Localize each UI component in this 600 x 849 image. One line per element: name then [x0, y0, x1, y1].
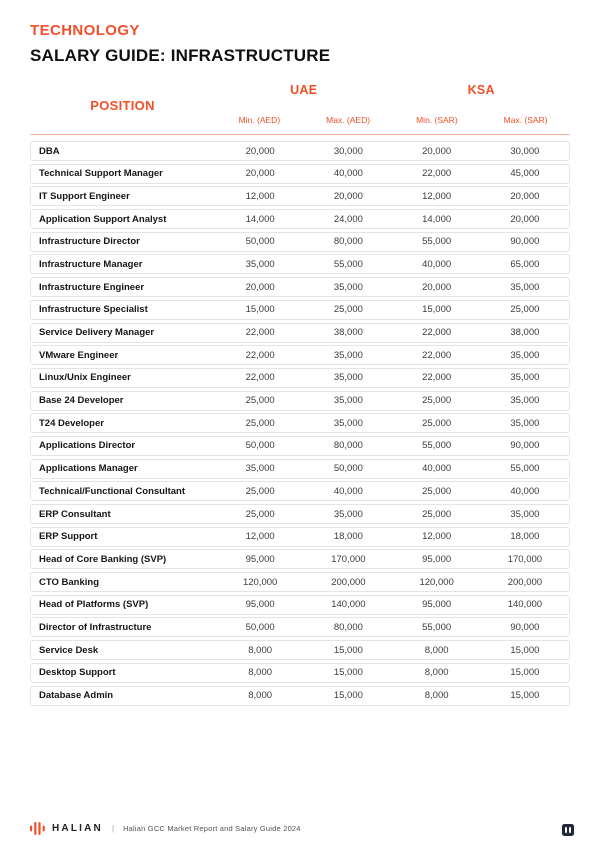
position-cell: Head of Platforms (SVP) [39, 599, 149, 611]
position-cell: Base 24 Developer [39, 395, 124, 407]
salary-cell: 120,000 [419, 576, 454, 588]
salary-cell: 30,000 [333, 145, 363, 157]
salary-cell: 14,000 [422, 213, 452, 225]
salary-cell: 22,000 [245, 372, 275, 384]
salary-cell: 55,000 [510, 463, 540, 475]
salary-cell: 15,000 [333, 690, 363, 701]
salary-cell: 35,000 [510, 417, 540, 429]
salary-cell: 35,000 [333, 349, 363, 361]
salary-cell: 45,000 [510, 168, 540, 180]
salary-cell: 40,000 [510, 485, 540, 497]
table-row [30, 595, 570, 615]
table-row [30, 164, 570, 184]
table-row [30, 209, 570, 229]
salary-cell: 15,000 [510, 667, 540, 679]
salary-cell: 25,000 [245, 417, 275, 429]
column-header-min-aed: Min. (AED) [238, 115, 281, 125]
table-row [30, 436, 570, 456]
brand-name: HALIAN [52, 823, 103, 834]
salary-cell: 40,000 [333, 168, 363, 180]
salary-cell: 25,000 [422, 395, 452, 407]
salary-cell: 20,000 [422, 145, 452, 157]
salary-cell: 35,000 [510, 508, 540, 520]
footer-separator: | [111, 824, 115, 833]
position-cell: Infrastructure Director [39, 236, 140, 248]
salary-cell: 25,000 [422, 485, 452, 497]
salary-cell: 35,000 [333, 281, 363, 293]
salary-cell: 50,000 [333, 463, 363, 475]
salary-cell: 200,000 [507, 576, 543, 588]
salary-cell: 15,000 [510, 644, 540, 656]
position-cell: Technical/Functional Consultant [39, 485, 186, 497]
salary-cell: 15,000 [333, 667, 363, 679]
position-cell: Linux/Unix Engineer [39, 372, 131, 384]
column-header-max-aed: Max. (AED) [326, 115, 371, 125]
salary-cell: 25,000 [245, 485, 275, 497]
halian-logo-icon [30, 822, 45, 835]
table-row [30, 663, 570, 683]
table-row [30, 186, 570, 206]
salary-cell: 95,000 [422, 599, 452, 611]
table-header [30, 78, 570, 135]
position-cell: Applications Manager [39, 463, 138, 475]
salary-cell: 20,000 [245, 281, 275, 293]
column-header-min-sar: Min. (SAR) [416, 115, 458, 125]
salary-cell: 35,000 [510, 372, 540, 384]
salary-cell: 80,000 [333, 621, 363, 633]
position-cell: VMware Engineer [39, 349, 119, 361]
salary-cell: 8,000 [248, 667, 273, 679]
salary-cell: 35,000 [333, 508, 363, 520]
position-cell: ERP Support [39, 531, 98, 543]
salary-cell: 55,000 [422, 236, 452, 248]
position-cell: Application Support Analyst [39, 213, 167, 225]
salary-cell: 12,000 [245, 531, 275, 543]
salary-cell: 20,000 [510, 190, 540, 202]
salary-cell: 12,000 [422, 531, 452, 543]
salary-cell: 30,000 [510, 145, 540, 157]
salary-cell: 15,000 [245, 304, 275, 316]
table-row [30, 527, 570, 547]
page-title: SALARY GUIDE: INFRASTRUCTURE [30, 46, 331, 65]
table-rows [30, 141, 570, 706]
table-row [30, 254, 570, 274]
salary-cell: 25,000 [245, 508, 275, 520]
table-row [30, 640, 570, 660]
salary-cell: 90,000 [510, 621, 540, 633]
salary-cell: 15,000 [333, 644, 363, 656]
salary-cell: 20,000 [422, 281, 452, 293]
salary-cell: 40,000 [422, 258, 452, 270]
salary-cell: 22,000 [422, 372, 452, 384]
salary-cell: 35,000 [510, 281, 540, 293]
position-cell: Head of Core Banking (SVP) [39, 553, 167, 565]
salary-cell: 12,000 [422, 190, 452, 202]
salary-cell: 24,000 [333, 213, 363, 225]
salary-cell: 35,000 [510, 395, 540, 407]
salary-cell: 95,000 [422, 553, 452, 565]
salary-cell: 35,000 [510, 349, 540, 361]
position-cell: ERP Consultant [39, 508, 111, 520]
table-row [30, 232, 570, 252]
salary-cell: 35,000 [333, 372, 363, 384]
salary-cell: 40,000 [333, 485, 363, 497]
table-row [30, 686, 570, 706]
salary-cell: 8,000 [424, 690, 449, 701]
salary-cell: 12,000 [245, 190, 275, 202]
salary-cell: 20,000 [510, 213, 540, 225]
salary-cell: 50,000 [245, 440, 275, 452]
salary-cell: 170,000 [507, 553, 543, 565]
salary-cell: 20,000 [333, 190, 363, 202]
salary-cell: 95,000 [245, 599, 275, 611]
salary-cell: 25,000 [422, 508, 452, 520]
salary-cell: 22,000 [422, 168, 452, 180]
salary-cell: 50,000 [245, 236, 275, 248]
salary-cell: 18,000 [333, 531, 363, 543]
salary-cell: 18,000 [510, 531, 540, 543]
page-header [0, 0, 600, 66]
table-row [30, 413, 570, 433]
position-cell: T24 Developer [39, 417, 104, 429]
salary-cell: 90,000 [510, 440, 540, 452]
position-cell: Desktop Support [39, 667, 116, 679]
table-row [30, 504, 570, 524]
position-cell: Infrastructure Specialist [39, 304, 148, 316]
position-cell: Infrastructure Engineer [39, 281, 145, 293]
salary-cell: 90,000 [510, 236, 540, 248]
salary-cell: 170,000 [331, 553, 366, 565]
corner-mark-icon [561, 823, 575, 837]
salary-cell: 8,000 [424, 667, 449, 679]
column-header-max-sar: Max. (SAR) [503, 115, 548, 125]
category-label: TECHNOLOGY [30, 22, 140, 39]
salary-cell: 8,000 [424, 644, 449, 656]
table-row [30, 323, 570, 343]
position-cell: DBA [39, 145, 60, 157]
salary-cell: 22,000 [422, 327, 452, 338]
salary-cell: 15,000 [422, 304, 452, 316]
salary-cell: 140,000 [331, 599, 366, 611]
salary-cell: 50,000 [245, 621, 275, 633]
salary-cell: 8,000 [248, 644, 273, 656]
salary-cell: 35,000 [333, 417, 363, 429]
salary-cell: 80,000 [333, 440, 363, 452]
salary-cell: 38,000 [510, 327, 540, 338]
salary-cell: 40,000 [422, 463, 452, 475]
salary-cell: 55,000 [422, 621, 452, 633]
salary-cell: 15,000 [510, 690, 540, 701]
region-header-uae: UAE [290, 83, 318, 97]
salary-cell: 55,000 [333, 258, 363, 270]
table-row [30, 391, 570, 411]
table-row [30, 481, 570, 501]
salary-cell: 8,000 [248, 690, 273, 701]
salary-cell: 38,000 [333, 327, 363, 338]
table-row [30, 617, 570, 637]
position-cell: Applications Director [39, 440, 136, 452]
position-cell: Technical Support Manager [39, 168, 163, 180]
salary-cell: 95,000 [245, 553, 275, 565]
salary-cell: 55,000 [422, 440, 452, 452]
salary-cell: 20,000 [245, 168, 275, 180]
table-row [30, 300, 570, 320]
salary-cell: 35,000 [333, 395, 363, 407]
table-row [30, 368, 570, 388]
salary-cell: 25,000 [422, 417, 452, 429]
position-cell: IT Support Engineer [39, 190, 130, 202]
position-cell: Service Desk [39, 644, 99, 656]
table-row [30, 459, 570, 479]
table-row [30, 141, 570, 161]
page-footer [30, 822, 575, 835]
salary-cell: 20,000 [245, 145, 275, 157]
table-row [30, 572, 570, 592]
salary-cell: 25,000 [510, 304, 540, 316]
salary-cell: 22,000 [422, 349, 452, 361]
salary-cell: 200,000 [331, 576, 366, 588]
salary-cell: 80,000 [333, 236, 363, 248]
table-row [30, 277, 570, 297]
position-cell: Infrastructure Manager [39, 258, 143, 270]
position-column-header: POSITION [90, 97, 155, 113]
footer-text: Halian GCC Market Report and Salary Guide 2024 [123, 824, 301, 833]
salary-cell: 25,000 [245, 395, 275, 407]
salary-cell: 14,000 [245, 213, 275, 225]
region-header-ksa: KSA [467, 83, 495, 97]
salary-cell: 22,000 [245, 327, 275, 338]
salary-cell: 22,000 [245, 349, 275, 361]
table-row [30, 549, 570, 569]
position-cell: CTO Banking [39, 576, 99, 588]
position-cell: Database Admin [39, 690, 114, 701]
salary-cell: 35,000 [245, 463, 275, 475]
salary-cell: 140,000 [507, 599, 543, 611]
salary-cell: 25,000 [333, 304, 363, 316]
position-cell: Service Delivery Manager [39, 327, 155, 338]
salary-cell: 65,000 [510, 258, 540, 270]
table-row [30, 345, 570, 365]
position-cell: Director of Infrastructure [39, 621, 152, 633]
salary-cell: 120,000 [242, 576, 278, 588]
salary-cell: 35,000 [245, 258, 275, 270]
